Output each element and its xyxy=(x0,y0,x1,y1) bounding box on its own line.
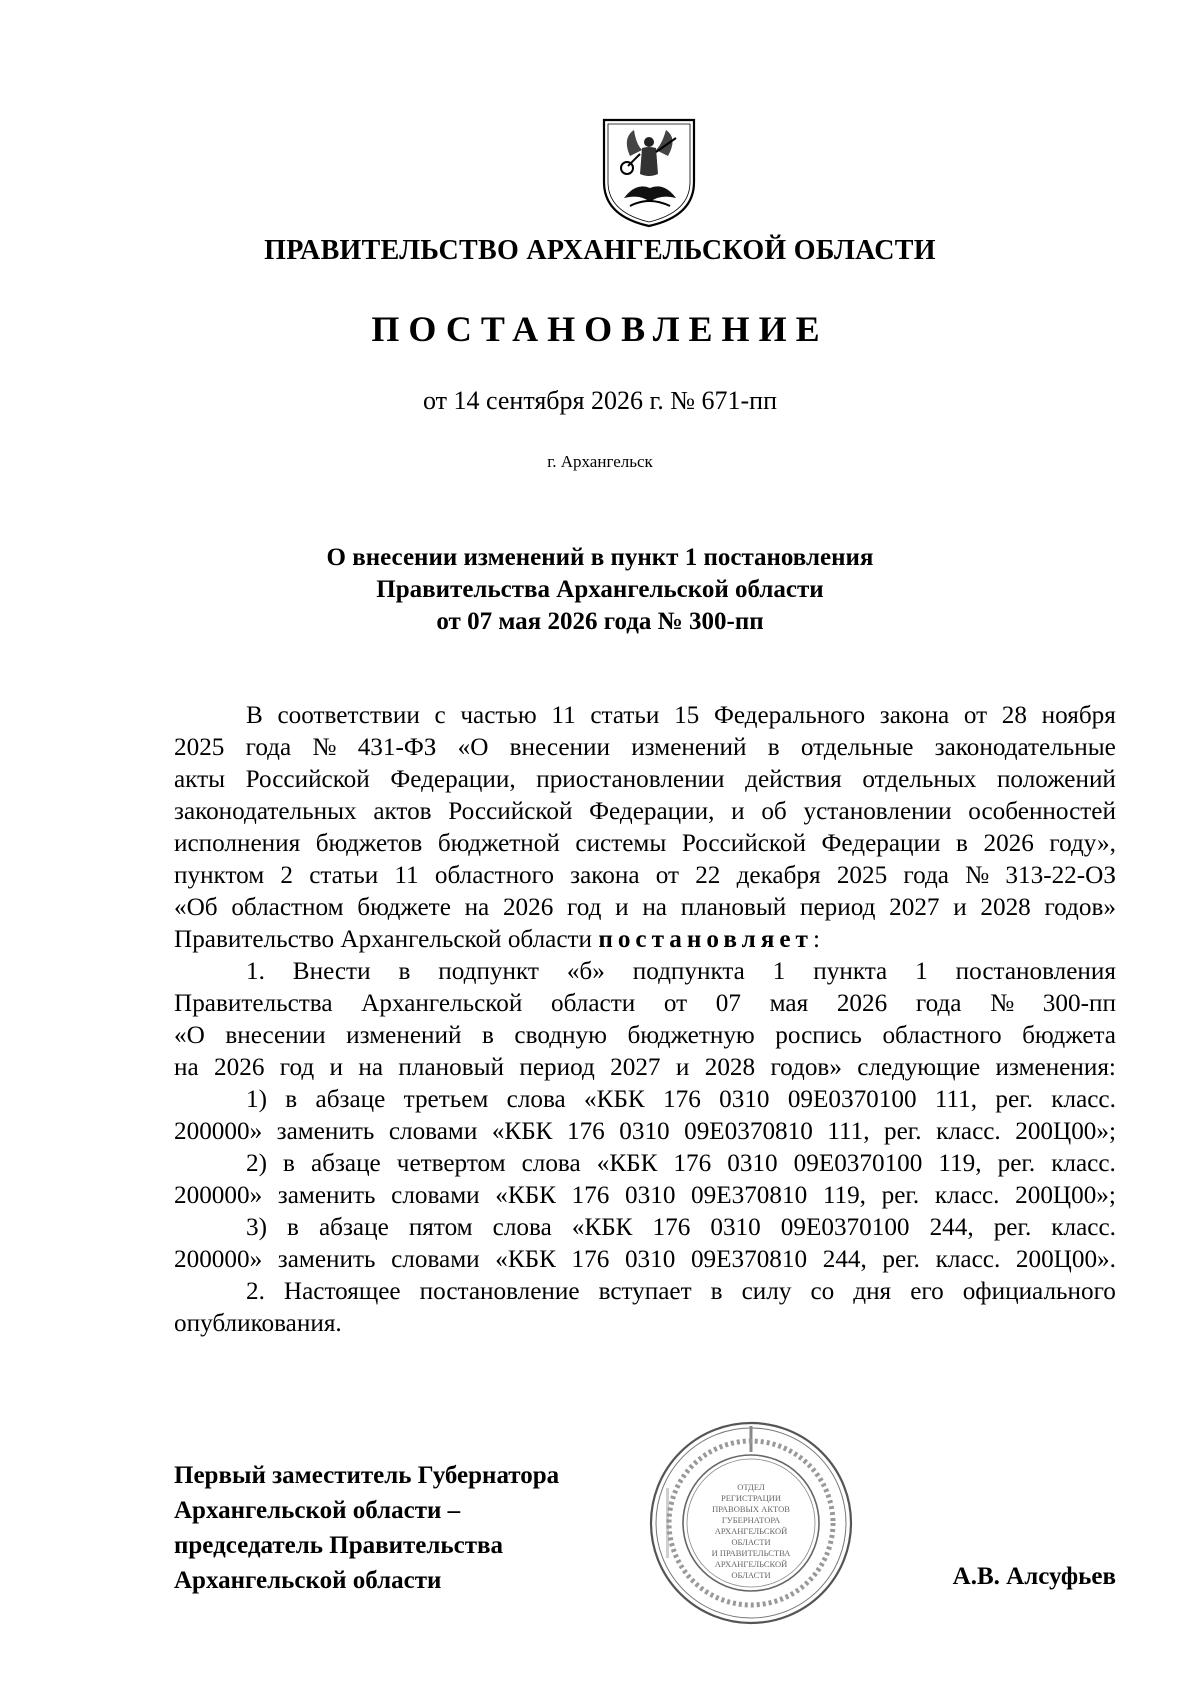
word: 200000» xyxy=(174,1118,263,1145)
word: 200Ц00»; xyxy=(1015,1182,1116,1209)
word: ноября xyxy=(1041,702,1116,729)
word: четвертом xyxy=(396,1150,506,1177)
word: 0310 xyxy=(719,1086,770,1113)
word: 200Ц00». xyxy=(1015,1246,1116,1273)
svg-text:ГУБЕРНАТОРА: ГУБЕРНАТОРА xyxy=(721,1515,781,1525)
resolution-keyword: постановляет xyxy=(598,926,813,953)
word: 244, xyxy=(929,1214,974,1241)
word: положений xyxy=(996,766,1116,793)
word: бюджетную xyxy=(627,1022,755,1049)
svg-text:АРХАНГЕЛЬСКОЙ: АРХАНГЕЛЬСКОЙ xyxy=(714,1559,788,1569)
word: 1. xyxy=(246,958,265,985)
word: «О xyxy=(457,734,489,761)
word: в xyxy=(767,734,780,761)
word: от xyxy=(963,702,988,729)
word: Настоящее xyxy=(283,1278,401,1305)
word: областного xyxy=(882,1022,1002,1049)
word: следующие xyxy=(857,1054,981,1081)
word: рег. xyxy=(995,1086,1033,1113)
word: дня xyxy=(853,1278,892,1305)
word: и xyxy=(329,1054,343,1081)
word: Федерации xyxy=(821,830,941,857)
word: 300-пп xyxy=(1042,990,1116,1017)
word: 119, xyxy=(938,1150,982,1177)
word: 111, xyxy=(827,1118,870,1145)
word: пятом xyxy=(408,1214,473,1241)
word: внесении xyxy=(509,734,610,761)
word: 2026 xyxy=(214,1054,265,1081)
word: на xyxy=(642,894,667,921)
word: 09Е0370810 xyxy=(684,1118,813,1145)
word: бюджете xyxy=(357,894,451,921)
document-type: ПОСТАНОВЛЕНИЕ xyxy=(371,309,829,349)
word: класс. xyxy=(936,1118,1001,1145)
word: годов» xyxy=(770,1054,842,1081)
subject-line: О внесении изменений в пункт 1 постановления xyxy=(326,544,874,571)
word: 09Е370810 xyxy=(691,1182,808,1209)
word: в xyxy=(285,1086,298,1113)
word: отдельные xyxy=(800,734,914,761)
word: подпункта xyxy=(632,958,745,985)
word: В xyxy=(246,702,263,729)
word: словами xyxy=(391,1246,480,1273)
svg-text:АРХАНГЕЛЬСКОЙ: АРХАНГЕЛЬСКОЙ xyxy=(714,1526,788,1536)
word: 15 xyxy=(674,702,700,729)
body-line xyxy=(174,1244,1116,1276)
word: абзаце xyxy=(310,1150,381,1177)
word: класс. xyxy=(935,1246,1001,1273)
word: Внести xyxy=(292,958,371,985)
subject-line: Правительства Архангельской области xyxy=(376,576,824,603)
word: года xyxy=(903,862,949,889)
body-line xyxy=(174,988,1116,1020)
body-line-resolution xyxy=(174,924,1116,956)
word: период xyxy=(519,1054,595,1081)
word: «КБК xyxy=(584,1086,645,1113)
word: 119, xyxy=(822,1182,866,1209)
word: действия xyxy=(745,766,842,793)
word: 09Е0370100 xyxy=(787,1086,917,1113)
word: 2. xyxy=(246,1278,265,1305)
word: 176 xyxy=(652,1214,691,1241)
word: его xyxy=(910,1278,944,1305)
word: «б» xyxy=(566,958,605,985)
word: 2026 xyxy=(502,894,554,921)
body-line xyxy=(174,956,1116,988)
word: 2027 xyxy=(889,894,940,921)
body-line xyxy=(174,700,1116,732)
svg-text:И ПРАВИТЕЛЬСТВА: И ПРАВИТЕЛЬСТВА xyxy=(711,1548,791,1558)
subject-line: от 07 мая 2026 года № 300-пп xyxy=(436,608,764,635)
body-line xyxy=(174,1052,1116,1084)
word: 2028 xyxy=(704,1054,756,1081)
word: подпункт xyxy=(438,958,539,985)
resolution-suffix: : xyxy=(812,926,820,953)
word: 431-ФЗ xyxy=(357,734,437,761)
word: бюджета xyxy=(1022,1022,1116,1049)
word: 2) xyxy=(246,1150,267,1177)
word: от xyxy=(655,862,679,889)
word: рег. xyxy=(884,1118,922,1145)
word: закона xyxy=(570,862,640,889)
word: 0310 xyxy=(727,1150,778,1177)
word: отдельных xyxy=(862,766,977,793)
word: области xyxy=(550,990,636,1017)
word: 313-22-ОЗ xyxy=(1005,862,1116,889)
word: Федерального xyxy=(713,702,866,729)
word: плановый xyxy=(398,1054,504,1081)
word: класс. xyxy=(1051,1086,1116,1113)
word: году», xyxy=(1049,830,1116,857)
word: 07 xyxy=(715,990,741,1017)
word: заменить xyxy=(276,1118,375,1145)
word: на xyxy=(464,894,490,921)
word: 2 xyxy=(280,862,293,889)
word: изменений xyxy=(631,734,747,761)
word: 200000» xyxy=(174,1182,263,1209)
word: от xyxy=(663,990,688,1017)
svg-text:ОБЛАСТИ: ОБЛАСТИ xyxy=(731,1570,771,1580)
document-body xyxy=(174,700,1116,1340)
word: на xyxy=(358,1054,384,1081)
signer-title-line: председатель Правительства xyxy=(174,1532,504,1559)
word: бюджетов xyxy=(315,830,423,857)
word: системы xyxy=(575,830,667,857)
word: слова xyxy=(521,1150,581,1177)
word: «КБК xyxy=(491,1118,553,1145)
word: Правительства xyxy=(174,990,333,1017)
word: актов xyxy=(373,798,432,825)
word: 1 xyxy=(915,958,928,985)
word: 176 xyxy=(566,1118,605,1145)
word: Российской xyxy=(681,830,806,857)
word: год xyxy=(567,894,602,921)
word: 28 xyxy=(1001,702,1027,729)
body-line xyxy=(174,1276,1116,1308)
word: внесении xyxy=(225,1022,326,1049)
word: соответствии xyxy=(277,702,420,729)
word: «О xyxy=(174,1022,205,1049)
word: приостановлении xyxy=(536,766,725,793)
word: «КБК xyxy=(571,1214,633,1241)
word: Российской xyxy=(245,766,370,793)
word: года xyxy=(245,734,292,761)
word: Российской xyxy=(448,798,573,825)
body-line xyxy=(174,1212,1116,1244)
word: областном xyxy=(231,894,344,921)
word: статьи xyxy=(590,702,660,729)
word: слова xyxy=(492,1214,552,1241)
document-place: г. Архангельск xyxy=(547,452,653,471)
word: 0310 xyxy=(619,1118,670,1145)
word: бюджетной xyxy=(437,830,560,857)
word: Архангельской xyxy=(361,990,523,1017)
document-date-number: от 14 сентября 2026 г. № 671-пп xyxy=(422,386,778,415)
word: в xyxy=(287,1214,299,1241)
word: закона xyxy=(879,702,950,729)
word: законодательные xyxy=(934,734,1116,761)
word: 3) xyxy=(246,1214,267,1241)
body-line: опубликования. xyxy=(174,1310,342,1337)
word: № xyxy=(312,734,337,761)
word: сводную xyxy=(514,1022,607,1049)
body-line xyxy=(174,1020,1116,1052)
resolution-prefix: Правительство Архангельской области xyxy=(174,926,599,953)
body-line xyxy=(174,860,1116,892)
word: 09Е370810 xyxy=(690,1246,808,1273)
word: период xyxy=(800,894,876,921)
word: 0310 xyxy=(625,1182,676,1209)
word: 0310 xyxy=(624,1246,676,1273)
word: 2025 xyxy=(836,862,888,889)
word: рег. xyxy=(881,1182,920,1209)
word: годов» xyxy=(1044,894,1116,921)
signer-title-line: Архангельской области xyxy=(174,1567,442,1594)
organization-title: ПРАВИТЕЛЬСТВО АРХАНГЕЛЬСКОЙ ОБЛАСТИ xyxy=(264,235,936,266)
word: и xyxy=(675,1054,690,1081)
word: пункта xyxy=(813,958,888,985)
word: заменить xyxy=(277,1246,376,1273)
word: 244, xyxy=(822,1246,867,1273)
word: «Об xyxy=(174,894,218,921)
word: 0310 xyxy=(710,1214,761,1241)
word: класс. xyxy=(934,1182,1000,1209)
body-line xyxy=(174,1180,1116,1212)
signer-title-line: Первый заместитель Губернатора xyxy=(174,1462,560,1489)
word: и xyxy=(953,894,967,921)
word: об xyxy=(761,798,787,825)
svg-text:ПРАВОВЫХ АКТОВ: ПРАВОВЫХ АКТОВ xyxy=(712,1504,790,1514)
word: с xyxy=(434,702,446,729)
word: в xyxy=(710,1278,723,1305)
signer-title xyxy=(174,1458,559,1598)
word: 22 xyxy=(695,862,721,889)
word: 176 xyxy=(571,1182,610,1209)
word: частью xyxy=(460,702,537,729)
word: абзаце xyxy=(315,1086,386,1113)
body-line xyxy=(174,1148,1116,1180)
word: на xyxy=(174,1054,199,1081)
word: рег. xyxy=(997,1150,1036,1177)
word: 176 xyxy=(663,1086,701,1113)
word: Федерации, xyxy=(589,798,715,825)
word: 176 xyxy=(571,1246,610,1273)
word: изменений xyxy=(346,1022,462,1049)
body-line xyxy=(174,764,1116,796)
word: рег. xyxy=(993,1214,1032,1241)
word: абзаце xyxy=(318,1214,389,1241)
word: официального xyxy=(962,1278,1116,1305)
word: особенностей xyxy=(968,798,1116,825)
word: рег. xyxy=(882,1246,920,1273)
word: роспись xyxy=(775,1022,862,1049)
word: «КБК xyxy=(495,1246,556,1273)
word: в xyxy=(956,830,968,857)
body-line xyxy=(174,892,1116,924)
body-line xyxy=(174,1116,1116,1148)
word: № xyxy=(990,990,1015,1017)
word: исполнения xyxy=(174,830,301,857)
word: 11 xyxy=(551,702,576,729)
word: слова xyxy=(506,1086,566,1113)
word: 11 xyxy=(394,862,419,889)
word: класс. xyxy=(1051,1150,1116,1177)
word: словами xyxy=(388,1118,478,1145)
word: класс. xyxy=(1051,1214,1116,1241)
svg-text:ОБЛАСТИ: ОБЛАСТИ xyxy=(731,1537,771,1547)
word: третьем xyxy=(403,1086,489,1113)
word: установлении xyxy=(803,798,952,825)
word: «КБК xyxy=(596,1150,658,1177)
word: постановления xyxy=(955,958,1116,985)
word: год xyxy=(279,1054,315,1081)
word: заменить xyxy=(277,1182,376,1209)
word: 2028 xyxy=(980,894,1031,921)
word: в xyxy=(481,1022,494,1049)
word: пунктом xyxy=(174,862,265,889)
word: и xyxy=(615,894,629,921)
word: 1) xyxy=(246,1086,267,1113)
word: 1 xyxy=(772,958,786,985)
word: 176 xyxy=(673,1150,712,1177)
word: года xyxy=(915,990,962,1017)
signer-title-line: Архангельской области – xyxy=(174,1497,461,1524)
word: вступает xyxy=(598,1278,692,1305)
body-line xyxy=(174,732,1116,764)
word: законодательных xyxy=(174,798,357,825)
body-line xyxy=(174,828,1116,860)
word: статьи xyxy=(309,862,379,889)
svg-text:РЕГИСТРАЦИИ: РЕГИСТРАЦИИ xyxy=(720,1493,782,1503)
word: изменения: xyxy=(995,1054,1116,1081)
word: постановление xyxy=(419,1278,580,1305)
word: 111, xyxy=(934,1086,978,1113)
word: декабря xyxy=(736,862,821,889)
word: № xyxy=(965,862,990,889)
word: 09Е0370100 xyxy=(793,1150,923,1177)
body-line xyxy=(174,1084,1116,1116)
word: 2025 xyxy=(174,734,225,761)
signer-name: А.В. Алсуфьев xyxy=(952,1563,1116,1590)
word: 200Ц00»; xyxy=(1015,1118,1116,1145)
official-stamp-icon xyxy=(646,1418,856,1628)
word: 09Е0370100 xyxy=(780,1214,910,1241)
word: силу xyxy=(741,1278,792,1305)
word: и xyxy=(731,798,745,825)
document-subject xyxy=(0,542,1200,638)
word: словами xyxy=(391,1182,480,1209)
word: Федерации, xyxy=(390,766,516,793)
word: 2027 xyxy=(610,1054,661,1081)
coat-of-arms-icon xyxy=(600,116,698,230)
word: областного xyxy=(434,862,554,889)
word: в xyxy=(283,1150,295,1177)
word: плановый xyxy=(680,894,787,921)
word: мая xyxy=(769,990,809,1017)
word: 2026 xyxy=(836,990,888,1017)
body-line xyxy=(174,796,1116,828)
word: со xyxy=(810,1278,835,1305)
word: «КБК xyxy=(495,1182,556,1209)
word: 2026 xyxy=(983,830,1034,857)
word: акты xyxy=(174,766,226,793)
svg-text:ОТДЕЛ: ОТДЕЛ xyxy=(737,1482,765,1492)
word: в xyxy=(398,958,411,985)
word: 200000» xyxy=(174,1246,263,1273)
